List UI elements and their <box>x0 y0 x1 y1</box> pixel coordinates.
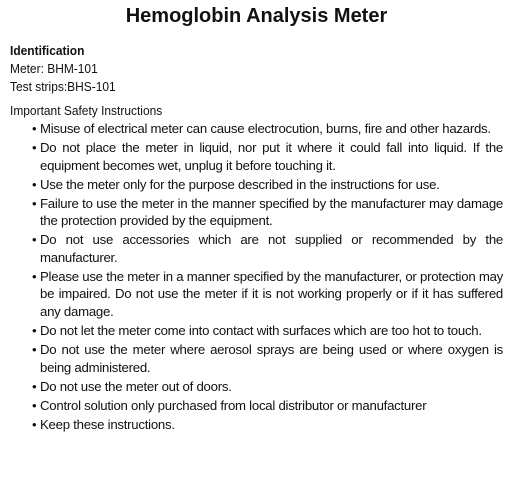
document-title: Hemoglobin Analysis Meter <box>125 5 388 27</box>
list-item <box>32 231 503 266</box>
list-item-text: Do not let the meter come into contact with surfaces which are too hot to touch. <box>40 323 482 339</box>
list-item-text: Do not use accessories which are not supplied or recommended by the manufacturer. <box>40 232 503 265</box>
bullet-icon: • <box>32 268 37 284</box>
list-item-text: Please use the meter in a manner specified by the manufacturer, or protection may be impaired. Do not use the meter if it is not working properly or if it has suffered any damage. <box>40 268 503 319</box>
bullet-icon: • <box>32 232 37 248</box>
list-item <box>32 176 503 194</box>
list-item-text: Keep these instructions. <box>40 416 175 432</box>
meter-model: Meter: BHM-101 <box>10 61 98 76</box>
list-item-text: Failure to use the meter in the manner specified by the manufacturer may damage the protection provided by the equipment. <box>40 195 503 229</box>
bullet-icon: • <box>32 195 37 211</box>
test-strips-model: Test strips:BHS-101 <box>10 79 116 94</box>
bullet-icon: • <box>32 342 37 358</box>
list-item <box>32 397 503 415</box>
safety-instructions-heading: Important Safety Instructions <box>10 103 163 118</box>
list-item-text: Control solution only purchased from local distributor or manufacturer <box>40 397 427 413</box>
list-item <box>32 416 503 434</box>
list-item-text: Do not use the meter where aerosol sprays are being used or where oxygen is being administered. <box>40 342 503 375</box>
safety-instructions-list <box>10 120 503 433</box>
list-item-text: Do not use the meter out of doors. <box>40 378 232 394</box>
bullet-icon: • <box>32 416 37 432</box>
list-item <box>32 322 503 340</box>
list-item <box>32 195 503 230</box>
list-item-text: Misuse of electrical meter can cause electrocution, burns, fire and other hazards. <box>40 121 491 136</box>
list-item-text: Use the meter only for the purpose described in the instructions for use. <box>40 176 440 192</box>
list-item <box>32 268 503 321</box>
list-item <box>32 120 503 138</box>
list-item <box>32 139 503 174</box>
identification-heading: Identification <box>10 43 85 58</box>
list-item-text: Do not place the meter in liquid, nor put it where it could fall into liquid. If the equipment becomes wet, unplug it before touching it. <box>40 140 503 173</box>
bullet-icon: • <box>32 378 37 394</box>
bullet-icon: • <box>32 323 37 339</box>
bullet-icon: • <box>32 140 37 156</box>
list-item <box>32 378 503 396</box>
list-item <box>32 341 503 376</box>
bullet-icon: • <box>32 397 37 413</box>
bullet-icon: • <box>32 176 37 192</box>
bullet-icon: • <box>32 121 37 136</box>
